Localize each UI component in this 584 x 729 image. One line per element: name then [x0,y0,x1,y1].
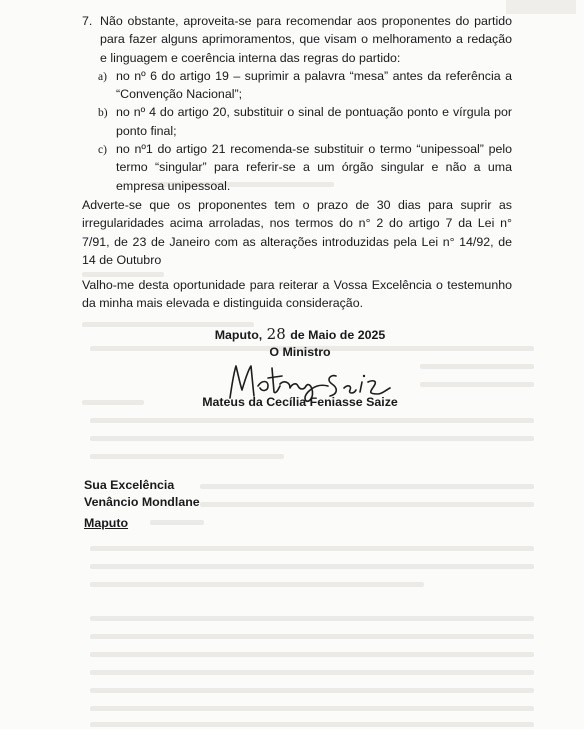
bleed-through-line [90,616,534,621]
bleed-through-line [90,706,534,711]
item-7-text: Não obstante, aproveita-se para recomendar aos proponentes do partido para fazer alguns aprimoramentos, que visam o melhoramento a redação e linguagem e coerência interna das regras do partido: [100,14,512,65]
signer-title: O Ministro [269,345,331,359]
bleed-through-stamp [506,0,576,14]
item-number: 7. [82,14,93,28]
bleed-through-line [90,670,534,675]
bleed-through-line [90,634,534,639]
bleed-through-line [420,382,534,387]
bleed-through-line [200,484,534,489]
place: Maputo, [214,328,263,342]
closing-paragraph: Valho-me desta oportunidade para reiterar a Vossa Excelência o testemunho da minha mais elevada e distinguida consideração. [82,278,512,311]
bleed-through-line [90,418,534,423]
subitem-c [100,140,512,195]
subitem-a [100,67,512,104]
place-date [200,325,400,343]
subitem-text: no nº 4 do artigo 20, substituir o sinal de pontuação ponto e vírgula por ponto final; [116,105,512,138]
bleed-through-line [420,364,534,369]
addressee-city: Maputo [84,516,129,530]
bleed-through-line [90,564,534,569]
bleed-through-line [150,520,204,525]
signer-name: Mateus da Cecília Feniasse Saize [202,395,398,409]
date-rest: de Maio de 2025 [290,328,386,342]
bleed-through-line [90,454,284,459]
bleed-through-line [200,502,534,507]
bleed-through-line [90,546,534,551]
bleed-through-line [90,722,534,727]
addressee-salutation: Sua Excelência [84,478,175,492]
subitem-text: no nº 6 do artigo 19 – suprimir a palavra “mesa” antes da referência a “Convenção Nacional”; [116,68,512,102]
subitem-letter: c) [98,144,107,157]
bleed-through-line [90,688,534,693]
subitem-letter: a) [98,70,107,83]
subitem-text: no nº1 do artigo 21 recomenda-se substituir o termo “unipessoal” pelo termo “singular” para referir-se a um órgão singular e não a uma empresa unipessoal. [116,142,512,193]
bleed-through-line [90,582,424,587]
bleed-through-line [90,652,534,657]
subitem-letter: b) [98,107,108,120]
subitem-list [100,67,512,195]
addressee-name: Venâncio Mondlane [84,495,200,509]
item-7 [82,12,512,195]
bleed-through-line [82,400,144,405]
bleed-through-line [90,436,534,441]
handwritten-day: 28 [266,325,286,343]
subitem-b [100,103,512,140]
warning-paragraph: Adverte-se que os proponentes tem o prazo de 30 dias para suprir as irregularidades acima arroladas, nos termos do n° 2 do artigo 7 da Lei n° 7/91, de 23 de Janeiro com as alterações introduzidas pela Lei n° 14/92, de 14 de Outubro [82,198,512,267]
